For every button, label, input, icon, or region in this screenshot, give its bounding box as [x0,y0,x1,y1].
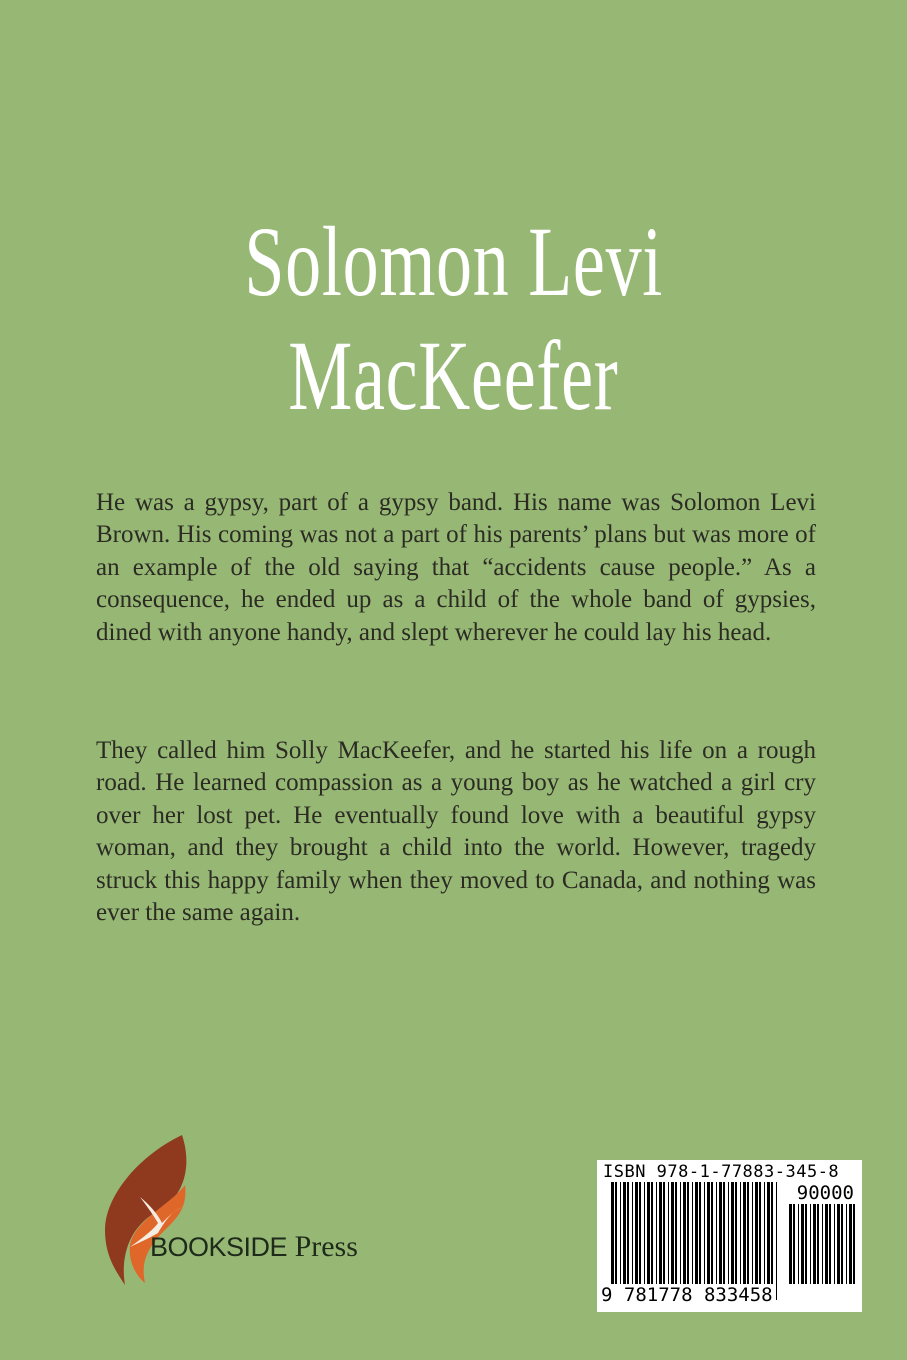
barcode-bar [663,1182,665,1300]
barcode-bar [680,1182,681,1300]
barcode-bar [829,1204,831,1284]
barcode-bar [771,1182,773,1300]
barcode-bar [716,1182,717,1300]
barcode-bar [801,1204,804,1284]
barcode-bar [659,1182,662,1300]
barcode-bar [615,1182,617,1300]
blurb-paragraph-2: They called him Solly MacKeefer, and he started his life on a rough road. He learned compassion as a young boy as he watched a girl cry over her lost pet. He eventually found love with a beautiful gypsy woman, and they brought a child into the world. However, tragedy struck this happy family when they moved to Canada, and nothing was ever the same again. [96,737,816,927]
barcode-bar [692,1182,693,1300]
book-title-line-1: Solomon Levi [244,206,663,317]
barcode-bar [723,1182,725,1300]
price-code: 90000 [796,1182,854,1204]
barcode-bar [620,1182,621,1300]
barcode-bar [687,1182,689,1300]
barcode-bar [841,1204,843,1284]
barcode-bar [611,1182,614,1300]
publisher-name: BOOKSIDE Press [150,1230,358,1263]
barcode-bar [651,1182,653,1300]
barcode-bar [764,1182,765,1300]
barcode-bar [755,1182,758,1300]
barcode-bar [656,1182,657,1300]
barcode-bar [671,1182,674,1300]
barcode-bar [776,1182,777,1300]
barcode-bar [728,1182,729,1300]
barcode-bar [704,1182,705,1300]
blurb-paragraph-1: He was a gypsy, part of a gypsy band. His name was Solomon Levi Brown. His coming was not a part of his parents’ plans but was more of an example of the old saying that “accidents cause people.” As a consequence, he ended up as a child of the whole band of gypsies, dined with anyone handy, and slept wherever he could lay his head. [96,489,816,646]
isbn-barcode [597,1160,862,1312]
barcode-bar [699,1182,701,1300]
barcode-bar [834,1204,835,1284]
barcode-bar [793,1204,795,1284]
barcode-bar [752,1182,753,1300]
barcode-bar [810,1204,811,1284]
barcode-bar [627,1182,629,1300]
barcode-bar [639,1182,641,1300]
barcode-bar [740,1182,741,1300]
barcode-bar [747,1182,749,1300]
barcode-bar [632,1182,633,1300]
barcode-bar [813,1204,816,1284]
barcode-bar [849,1204,852,1284]
barcode-bar [822,1204,823,1284]
barcode-bar [767,1182,770,1300]
barcode-bar [695,1182,698,1300]
barcode-bar [837,1204,840,1284]
barcode-bar [735,1182,737,1300]
barcode-bar [675,1182,677,1300]
book-title-line-2: MacKeefer [288,320,619,431]
barcode-bar [719,1182,722,1300]
barcode-bar [635,1182,638,1300]
barcode-bar [798,1204,799,1284]
barcode-bar [668,1182,669,1300]
barcode-bar [805,1204,807,1284]
barcode-bar [743,1182,746,1300]
barcode-bar [731,1182,734,1300]
barcode-bar [759,1182,761,1300]
barcode-bar [711,1182,713,1300]
barcode-bar [853,1204,855,1284]
barcode-bar [647,1182,650,1300]
barcode-bar [825,1204,828,1284]
ean-number: 9 781778 833458 [601,1284,773,1306]
barcode-bar [789,1204,792,1284]
barcode-bar [623,1182,626,1300]
barcode-bar [846,1204,847,1284]
barcode-bar [817,1204,819,1284]
barcode-bar [707,1182,710,1300]
isbn-text: ISBN 978-1-77883-345-8 [603,1162,840,1182]
barcode-bar [644,1182,645,1300]
barcode-bar [683,1182,686,1300]
